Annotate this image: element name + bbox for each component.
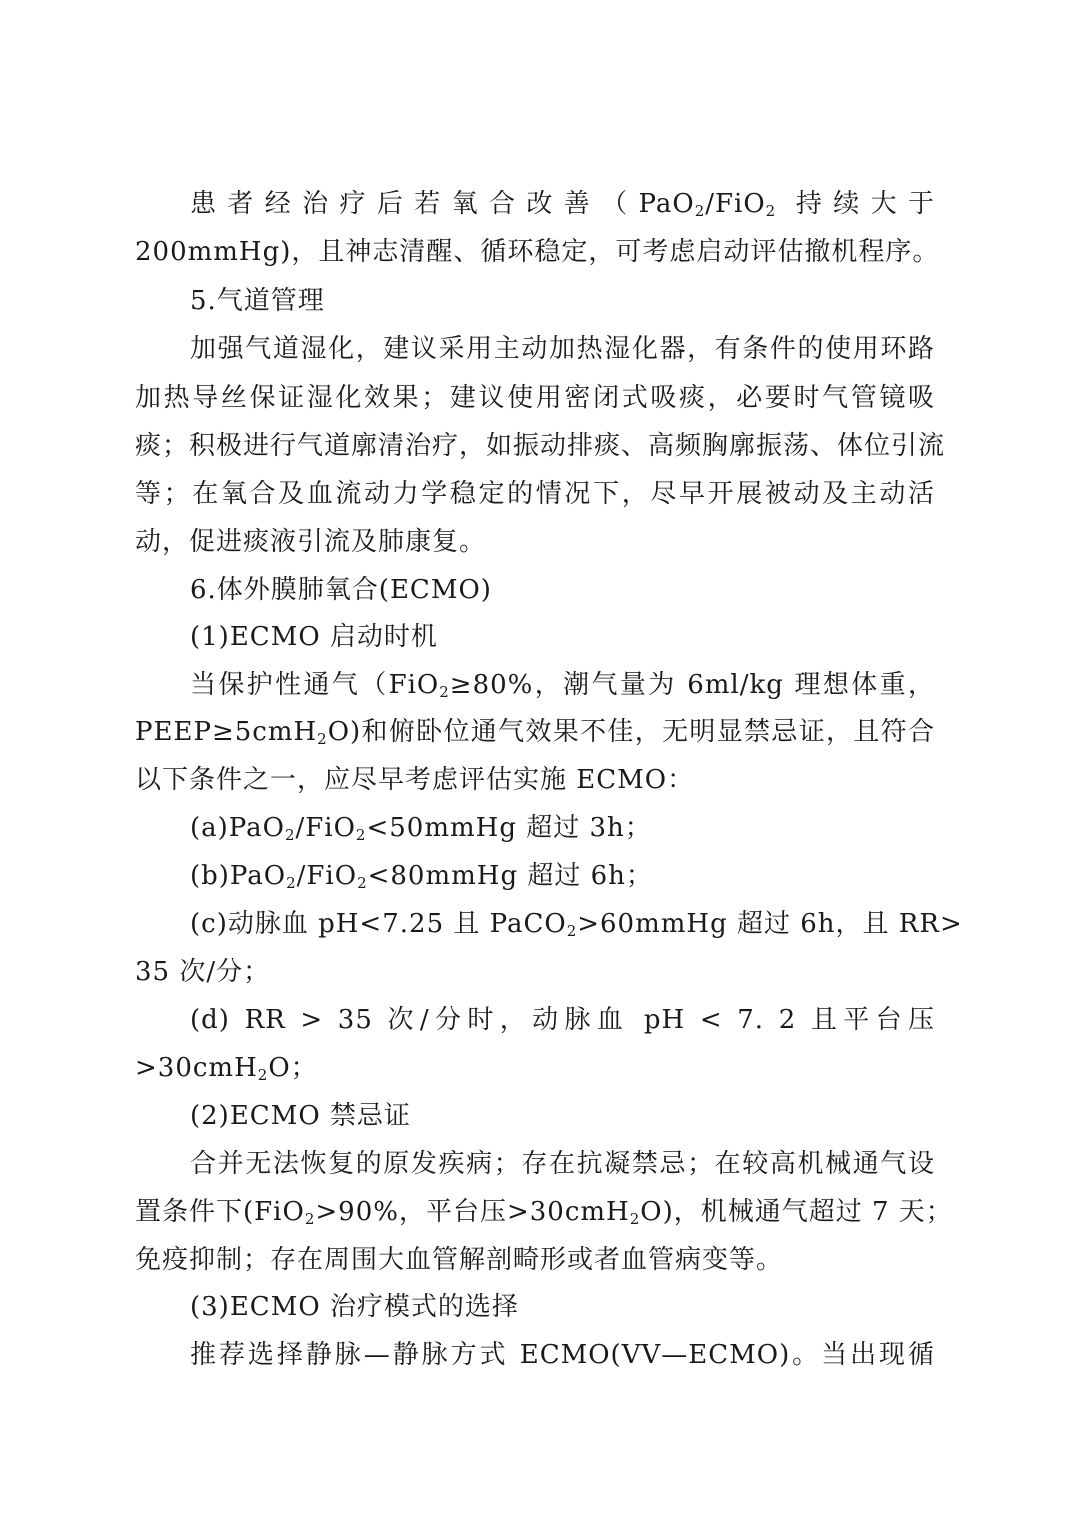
- text-line: 当保护性通气（FiO$_2$≥80%，潮气量为 6ml/kg 理想体重，: [190, 670, 935, 701]
- list-item: (b)PaO$_2$/FiO$_2$<80mmHg 超过 6h；: [190, 861, 653, 892]
- text-line: 痰；积极进行气道廓清治疗，如振动排痰、高频胸廓振荡、体位引流: [135, 431, 946, 461]
- text-line: 加强气道湿化，建议采用主动加热湿化器，有条件的使用环路: [190, 334, 935, 364]
- text-line: PEEP≥5cmH$_2$O)和俯卧位通气效果不佳，无明显禁忌证，且符合: [135, 717, 935, 748]
- list-item: (a)PaO$_2$/FiO$_2$<50mmHg 超过 3h；: [190, 813, 652, 844]
- text-line: 200mmHg)，且神志清醒、循环稳定，可考虑启动评估撤机程序。: [135, 237, 940, 267]
- text-line: 以下条件之一，应尽早考虑评估实施 ECMO：: [135, 765, 695, 795]
- text-line: >30cmH$_2$O；: [135, 1053, 318, 1084]
- text-line: 加热导丝保证湿化效果；建议使用密闭式吸痰，必要时气管镜吸: [135, 383, 935, 413]
- subsection-heading: (2)ECMO 禁忌证: [190, 1101, 411, 1131]
- list-item: (d) RR > 35 次/分时，动脉血 pH < 7. 2 且平台压: [190, 1005, 935, 1035]
- text-line: 置条件下(FiO$_2$>90%，平台压>30cmH$_2$O)，机械通气超过 7 天；: [135, 1197, 953, 1228]
- text-line: 35 次/分；: [135, 957, 271, 987]
- list-item: (c)动脉血 pH<7.25 且 PaCO$_2$>60mmHg 超过 6h，且 RR>: [190, 909, 963, 940]
- subsection-heading: (1)ECMO 启动时机: [190, 622, 438, 652]
- text-line: 免疫抑制；存在周围大血管解剖畸形或者血管病变等。: [135, 1245, 784, 1275]
- text-line: 动，促进痰液引流及肺康复。: [135, 527, 487, 557]
- text-line: 患者经治疗后若氧合改善（PaO$_2$/FiO$_2$ 持续大于: [190, 189, 935, 220]
- subsection-heading: (3)ECMO 治疗模式的选择: [190, 1292, 519, 1322]
- section-heading: 6.体外膜肺氧合(ECMO): [190, 575, 492, 605]
- text-line: 合并无法恢复的原发疾病；存在抗凝禁忌；在较高机械通气设: [190, 1149, 935, 1179]
- text-line: 等；在氧合及血流动力学稳定的情况下，尽早开展被动及主动活: [135, 479, 935, 509]
- section-heading: 5.气道管理: [190, 286, 325, 316]
- text-line: 推荐选择静脉—静脉方式 ECMO(VV—ECMO)。当出现循: [190, 1340, 935, 1370]
